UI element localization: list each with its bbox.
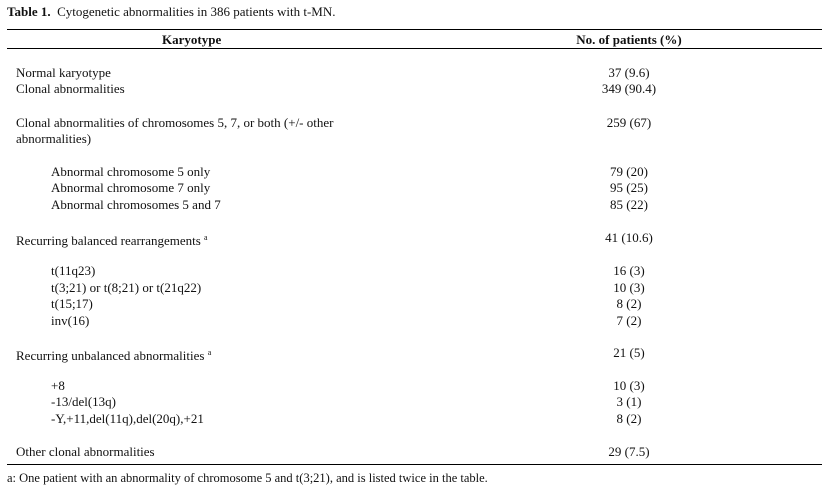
table-row-label: t(11q23)	[51, 263, 96, 278]
table-title: Cytogenetic abnormalities in 386 patients with t-MN.	[57, 4, 336, 19]
table-row-value: 10 (3)	[613, 280, 645, 295]
bottom-rule	[7, 464, 822, 465]
table-row-label: inv(16)	[51, 313, 90, 328]
table-row-value: 79 (20)	[610, 164, 648, 179]
footnote-marker: a	[204, 233, 208, 242]
table-row-value: 259 (67)	[606, 115, 652, 130]
table-row-value: 3 (1)	[616, 394, 642, 409]
table-row-value: 8 (2)	[616, 411, 642, 426]
table-row-label: Abnormal chromosomes 5 and 7	[51, 197, 221, 212]
table-row-label: +8	[51, 378, 65, 393]
table-row-label: Abnormal chromosome 5 only	[51, 164, 211, 179]
table-row-label: t(3;21) or t(8;21) or t(21q22)	[51, 280, 202, 295]
table-row-value: 10 (3)	[613, 378, 645, 393]
table-row-label: t(15;17)	[51, 296, 93, 311]
table-row-label: Clonal abnormalities	[16, 81, 125, 96]
table-row-value: 85 (22)	[610, 197, 648, 212]
table-row-label-text: Recurring unbalanced abnormalities	[16, 348, 205, 363]
table-row-label-text: Recurring balanced rearrangements	[16, 233, 201, 248]
table-row-label	[16, 345, 211, 364]
table-row-label: -Y,+11,del(11q),del(20q),+21	[51, 411, 204, 426]
header-rule	[7, 48, 822, 49]
table-row-value: 21 (5)	[613, 345, 645, 360]
table-row-label: Clonal abnormalities of chromosomes 5, 7, or both (+/- other	[16, 115, 334, 130]
table-row-label: Abnormal chromosome 7 only	[51, 180, 211, 195]
table-caption	[7, 4, 335, 20]
table-row-value: 7 (2)	[616, 313, 642, 328]
table-row-label: Normal karyotype	[16, 65, 111, 80]
table-footnote: a: One patient with an abnormality of chromosome 5 and t(3;21), and is listed twice in the table.	[7, 471, 488, 485]
table-row-value: 29 (7.5)	[608, 444, 650, 459]
table-row-value: 16 (3)	[613, 263, 645, 278]
header-patients: No. of patients (%)	[576, 32, 682, 47]
table-number: Table 1.	[7, 4, 51, 19]
header-karyotype: Karyotype	[162, 32, 222, 47]
table-row-label	[16, 230, 208, 249]
table-row-value: 8 (2)	[616, 296, 642, 311]
footnote-marker: a	[207, 348, 212, 357]
table-row-label: Other clonal abnormalities	[16, 444, 155, 459]
table-row-value: 95 (25)	[610, 180, 648, 195]
table-row-value: 41 (10.6)	[605, 230, 653, 245]
table-row-label: -13/del(13q)	[51, 394, 116, 409]
table-row-label-continued: abnormalities)	[16, 131, 92, 146]
table-row-value: 37 (9.6)	[608, 65, 650, 80]
top-rule	[7, 29, 822, 30]
table-row-value: 349 (90.4)	[601, 81, 657, 96]
